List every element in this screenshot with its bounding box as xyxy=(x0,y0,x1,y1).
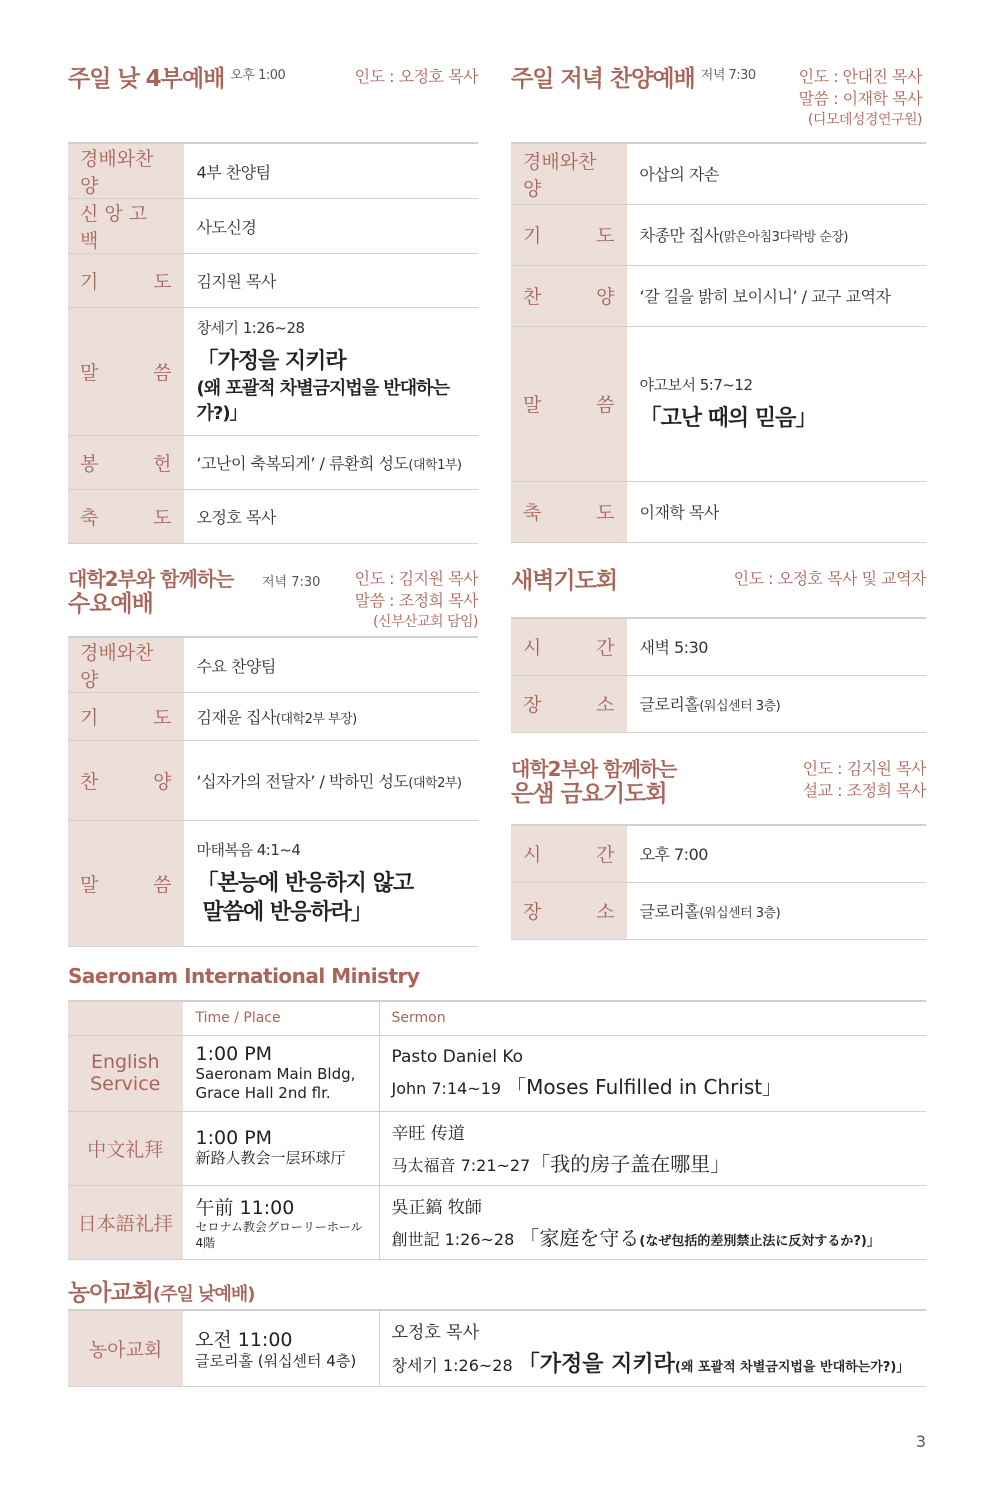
table-row xyxy=(68,1035,926,1111)
sunday-evening-order-table xyxy=(511,142,926,543)
section-title-wednesday: 대학2부와 함께하는 수요예배 xyxy=(68,567,234,617)
table-row xyxy=(511,204,926,265)
row-label: 기 도 xyxy=(68,254,184,308)
row-label: 기 도 xyxy=(68,693,184,741)
service-time: 저녁 7:30 xyxy=(700,68,756,83)
section-leader: 인도 : 안대진 목사 말씀 : 이재학 목사 (디모데성경연구원) xyxy=(798,67,922,128)
row-label: 신 앙 고 백 xyxy=(68,199,184,254)
time-place-cell: 오전 11:00 글로리홀 (워십센터 4층) xyxy=(183,1310,379,1386)
table-row xyxy=(511,481,926,542)
sermon-cell: 吳正鎬 牧師 創世記 1:26~28 「家庭を守る(なぜ包括的差別禁止法に反対するか?)」 xyxy=(379,1185,926,1259)
table-row xyxy=(68,436,478,490)
sermon-cell: 오정호 목사 창세기 1:26~28 「가정을 지키라(왜 포괄적 차별금지법을 반대하는가?)」 xyxy=(379,1310,926,1386)
section-title-sunday-evening: 주일 저녁 찬양예배 $^{저녁 7:30}$ xyxy=(511,66,756,92)
time-place-cell: 1:00 PM 新路人教会一层环球厅 xyxy=(183,1111,379,1185)
row-label: 경배와찬양 xyxy=(68,143,184,199)
sermon-title: 「가정을 지키라 xyxy=(196,348,346,374)
sermon-cell xyxy=(627,326,926,481)
row-value: 사도신경 xyxy=(184,199,478,254)
row-label: 경배와찬양 xyxy=(68,637,184,693)
table-row xyxy=(68,1310,926,1386)
row-label: 봉 헌 xyxy=(68,436,184,490)
sunday-4th-order-table xyxy=(68,142,478,544)
section-leader: 인도 : 오정호 목사 xyxy=(354,67,478,86)
scripture-ref: 마태복음 4:1~4 xyxy=(196,841,301,860)
section-title-dawn-prayer: 새벽기도회 xyxy=(511,568,618,594)
table-row xyxy=(68,199,478,254)
row-value: 글로리홀(워십센터 3층) xyxy=(627,882,926,939)
row-label: 말 씀 xyxy=(68,308,184,436)
row-label: 장 소 xyxy=(511,675,627,732)
row-label: 中文礼拜 xyxy=(68,1111,183,1185)
row-value: ‘십자가의 전달자’ / 박하민 성도(대학2부) xyxy=(184,741,478,821)
sermon-title-line2: 말씀에 반응하라」 xyxy=(202,900,372,925)
sermon-cell xyxy=(184,308,478,436)
row-value: 오정호 목사 xyxy=(184,490,478,544)
table-row xyxy=(68,308,478,436)
scripture-ref: 창세기 1:26~28 xyxy=(196,318,305,337)
sermon-cell: Pasto Daniel Ko John 7:14~19 「Moses Fulfilled in Christ」 xyxy=(379,1035,926,1111)
time-place-cell: 午前 11:00 セロナム教会グローリーホール 4階 xyxy=(183,1185,379,1259)
dawn-prayer-table xyxy=(511,617,926,733)
row-value: 새벽 5:30 xyxy=(627,618,926,675)
table-row xyxy=(68,143,478,199)
sermon-subtitle: (왜 포괄적 차별금지법을 반대하는가?)」 xyxy=(196,378,449,425)
table-row xyxy=(511,265,926,326)
row-value: ‘갈 길을 밝히 보이시니’ / 교구 교역자 xyxy=(627,265,926,326)
sermon-cell xyxy=(184,821,478,947)
row-value: 4부 찬양팀 xyxy=(184,143,478,199)
row-label: 찬 양 xyxy=(511,265,627,326)
row-value: 차종만 집사(맑은아침3다락방 순장) xyxy=(627,204,926,265)
row-value: 아삽의 자손 xyxy=(627,143,926,204)
row-label: 경배와찬양 xyxy=(511,143,627,204)
table-row xyxy=(511,618,926,675)
table-row xyxy=(511,825,926,882)
page-number: 3 xyxy=(915,1432,926,1451)
section-title-sunday-4th: 주일 낮 4부예배 $^{오후 1:00}$ xyxy=(68,66,286,92)
sermon-title: 「본능에 반응하지 않고 xyxy=(196,871,414,897)
sermon-cell: 辛旺 传道 马太福音 7:21~27「我的房子盖在哪里」 xyxy=(379,1111,926,1185)
table-row xyxy=(511,675,926,732)
friday-prayer-table xyxy=(511,824,926,940)
table-row xyxy=(68,693,478,741)
row-label: 농아교회 xyxy=(68,1310,183,1386)
row-label: 시 간 xyxy=(511,618,627,675)
service-time: 저녁 7:30 xyxy=(262,575,321,590)
section-leader: 인도 : 김지원 목사 말씀 : 조정희 목사 (신부산교회 담임) xyxy=(354,569,478,630)
table-row xyxy=(68,1111,926,1185)
row-label: 기 도 xyxy=(511,204,627,265)
table-row xyxy=(68,490,478,544)
table-row xyxy=(68,254,478,308)
col-header-sermon: Sermon xyxy=(379,1001,926,1035)
section-leader: 인도 : 오정호 목사 및 교역자 xyxy=(733,569,926,588)
deaf-church-table xyxy=(68,1309,926,1387)
row-label: 말 씀 xyxy=(68,821,184,947)
deaf-church-title: 농아교회(주일 낮예배) xyxy=(68,1280,255,1306)
row-value: 이재학 목사 xyxy=(627,481,926,542)
intl-ministry-table xyxy=(68,1000,926,1260)
row-label: 축 도 xyxy=(511,481,627,542)
row-label: 찬 양 xyxy=(68,741,184,821)
row-value: 수요 찬양팀 xyxy=(184,637,478,693)
table-row xyxy=(68,1185,926,1259)
row-label: 말 씀 xyxy=(511,326,627,481)
time-place-cell: 1:00 PM Saeronam Main Bldg, Grace Hall 2nd flr. xyxy=(183,1035,379,1111)
row-label: 시 간 xyxy=(511,825,627,882)
table-row xyxy=(511,143,926,204)
sermon-title: 「고난 때의 믿음」 xyxy=(639,405,817,431)
row-label: 축 도 xyxy=(68,490,184,544)
table-row xyxy=(511,326,926,481)
row-label: 장 소 xyxy=(511,882,627,939)
table-row xyxy=(68,637,478,693)
intl-ministry-title: Saeronam International Ministry xyxy=(68,964,420,988)
table-header-row xyxy=(68,1001,926,1035)
row-label: 日本語礼拝 xyxy=(68,1185,183,1259)
section-title-friday-prayer: 대학2부와 함께하는 은샘 금요기도회 xyxy=(511,757,677,807)
wednesday-order-table xyxy=(68,636,478,947)
row-value: ‘고난이 축복되게’ / 류환희 성도(대학1부) xyxy=(184,436,478,490)
table-row xyxy=(68,821,478,947)
row-value: 김지원 목사 xyxy=(184,254,478,308)
row-value: 오후 7:00 xyxy=(627,825,926,882)
scripture-ref: 야고보서 5:7~12 xyxy=(639,375,753,394)
table-row xyxy=(511,882,926,939)
service-time: 오후 1:00 xyxy=(230,68,286,83)
col-header-time-place: Time / Place xyxy=(183,1001,379,1035)
row-label: English Service xyxy=(68,1035,183,1111)
row-value: 김재윤 집사(대학2부 부장) xyxy=(184,693,478,741)
section-leader: 인도 : 김지원 목사 설교 : 조정희 목사 xyxy=(802,759,926,801)
table-row xyxy=(68,741,478,821)
row-value: 글로리홀(워십센터 3층) xyxy=(627,675,926,732)
